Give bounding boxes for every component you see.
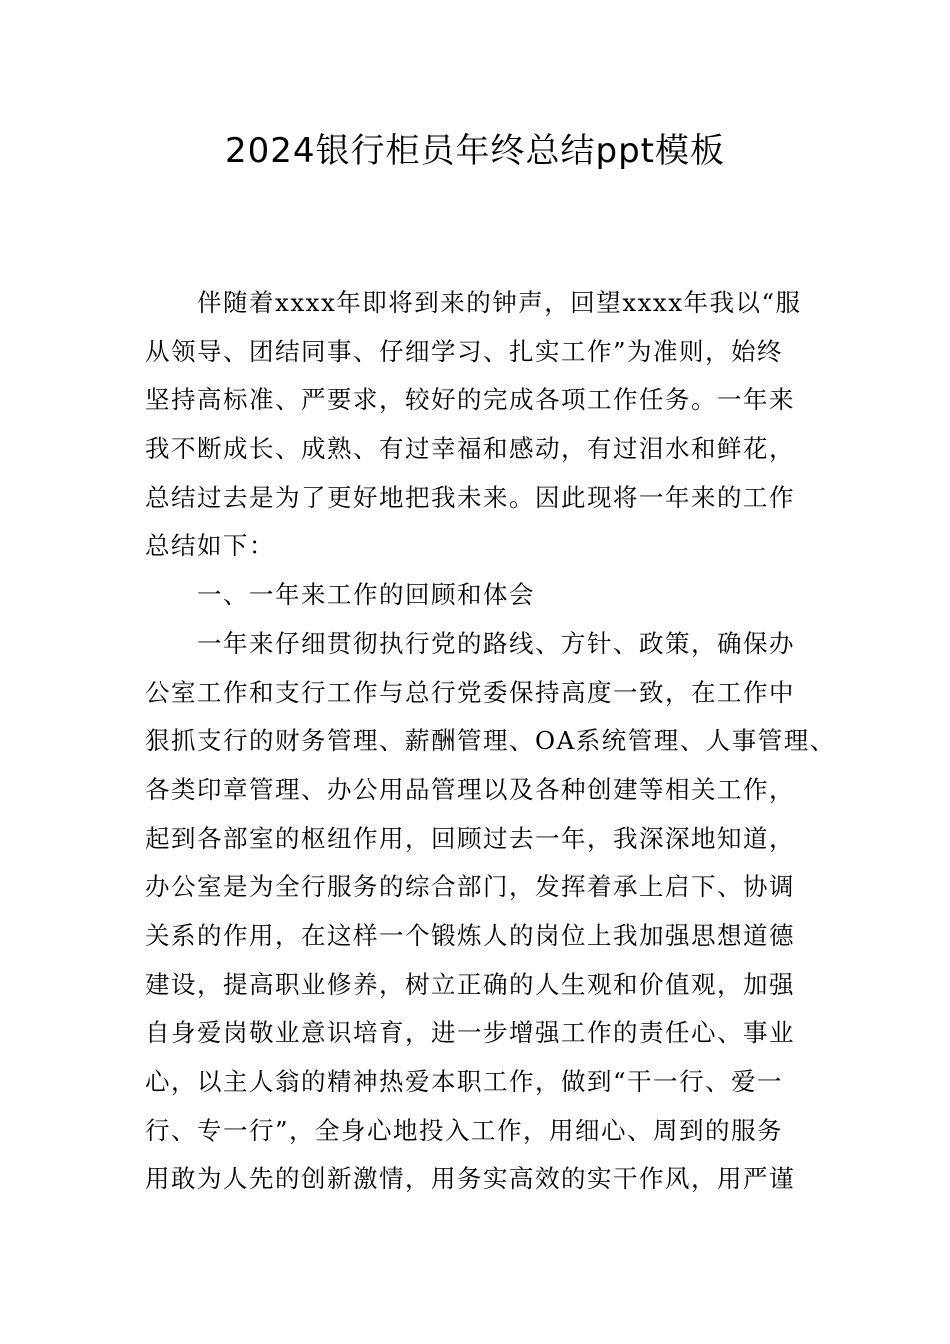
body-line: 起到各部室的枢纽作用，回顾过去一年，我深深地知道， bbox=[145, 823, 795, 853]
body-line: 伴随着xxxx年即将到来的钟声，回望xxxx年我以“服 bbox=[145, 288, 802, 317]
body-line: 狠抓支行的财务管理、薪酬管理、OA系统管理、人事管理、 bbox=[145, 726, 836, 756]
section-heading: 一、一年来工作的回顾和体会 bbox=[145, 580, 535, 610]
body-line: 我不断成长、成熟、有过幸福和感动，有过泪水和鲜花， bbox=[145, 434, 795, 464]
body-line: 公室工作和支行工作与总行党委保持高度一致，在工作中 bbox=[145, 677, 795, 707]
body-line: 心，以主人翁的精神热爱本职工作，做到“干一行、爱一 bbox=[145, 1067, 784, 1096]
body-line: 建设，提高职业修养，树立正确的人生观和价值观，加强 bbox=[145, 969, 795, 999]
body-line: 坚持高标准、严要求，较好的完成各项工作任务。一年来 bbox=[145, 385, 795, 415]
body-line: 用敢为人先的创新激情，用务实高效的实干作风，用严谨 bbox=[145, 1164, 795, 1194]
body-line: 总结过去是为了更好地把我未来。因此现将一年来的工作 bbox=[145, 482, 795, 512]
body-line: 各类印章管理、办公用品管理以及各种创建等相关工作， bbox=[145, 774, 795, 804]
document-title: 2024银行柜员年终总结ppt模板 bbox=[224, 131, 726, 171]
body-line: 自身爱岗敬业意识培育，进一步增强工作的责任心、事业 bbox=[145, 1018, 795, 1048]
body-line: 总结如下： bbox=[145, 531, 275, 561]
body-line: 从领导、团结同事、仔细学习、扎实工作”为准则，始终 bbox=[145, 336, 784, 366]
body-line: 一年来仔细贯彻执行党的路线、方针、政策，确保办 bbox=[145, 628, 795, 658]
body-line: 关系的作用，在这样一个锻炼人的岗位上我加强思想道德 bbox=[145, 920, 795, 950]
body-line: 行、专一行”，全身心地投入工作，用细心、周到的服务 bbox=[145, 1115, 784, 1145]
body-line: 办公室是为全行服务的综合部门，发挥着承上启下、协调 bbox=[145, 872, 795, 902]
document-body bbox=[145, 279, 836, 1204]
